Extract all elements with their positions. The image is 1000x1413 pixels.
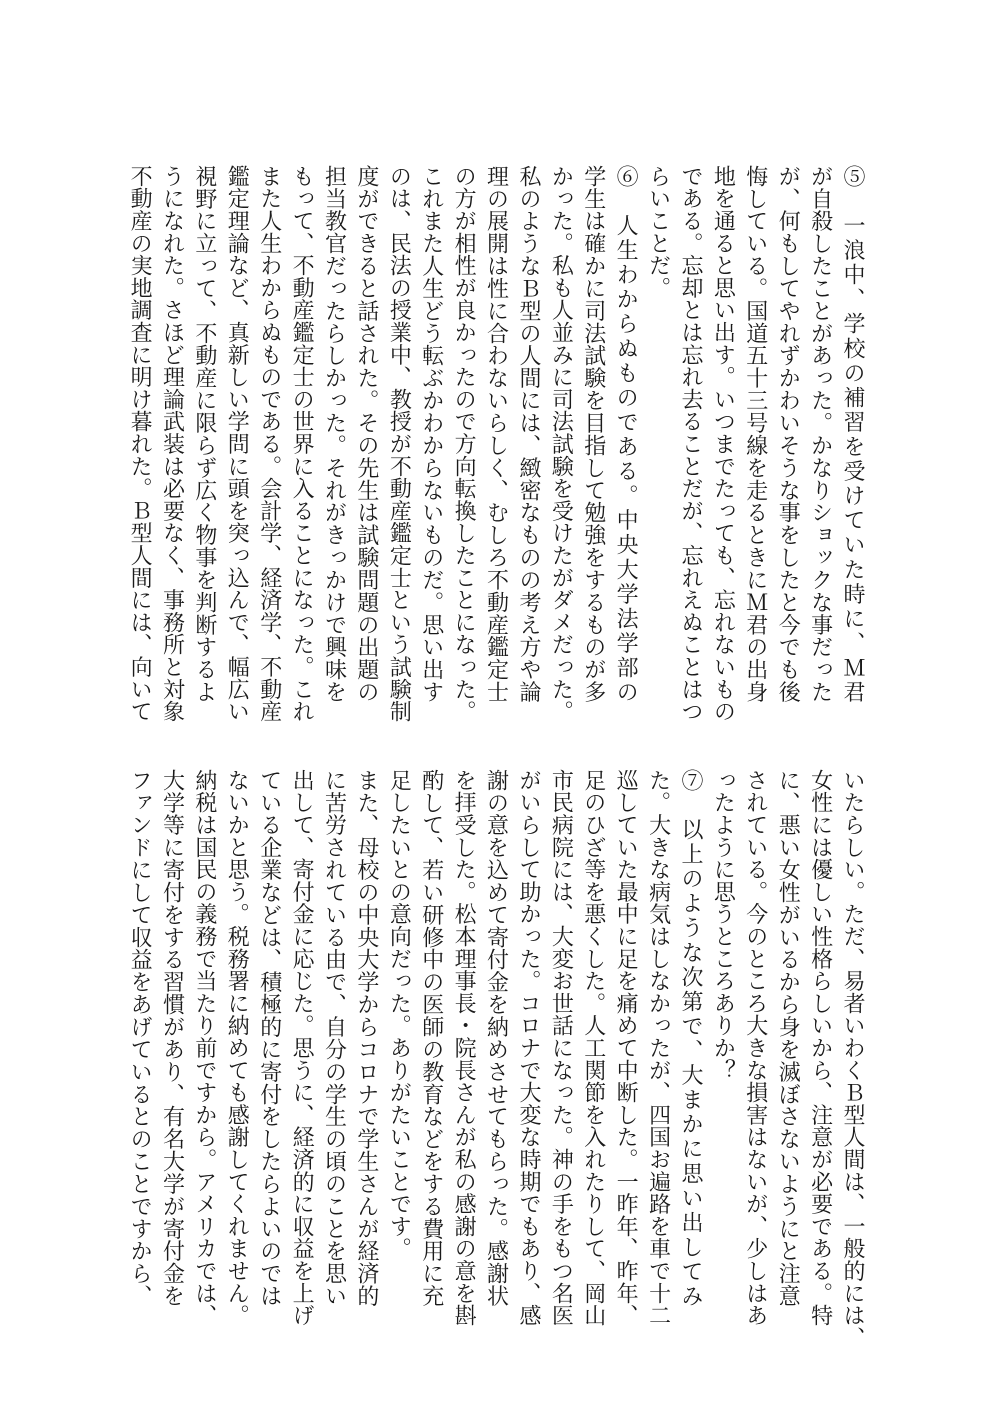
- text-column: されている。今のところ大きな損害はないが、少しはあ: [742, 769, 768, 1327]
- text-column: た。大きな病気はしなかったが、四国お遍路を車で十二: [645, 769, 671, 1327]
- text-column: これまた人生どう転ぶかわからないものだ。思い出す: [418, 165, 444, 703]
- vertical-text-block-top: [127, 165, 868, 723]
- text-column: を拝受した。松本理事長・院長さんが私の感謝の意を斟: [451, 769, 477, 1327]
- text-column: がいらして助かった。コロナで大変な時期でもあり、感: [515, 769, 541, 1327]
- text-column: 鑑定理論など、真新しい学問に頭を突っ込んで、幅広い: [224, 165, 250, 723]
- text-column: のは、民法の授業中、教授が不動産鑑定士という試験制: [386, 165, 412, 723]
- text-column: もって、不動産鑑定士の世界に入ることになった。これ: [289, 165, 315, 723]
- text-column: ⑥ 人生わからぬものである。中央大学法学部の: [613, 165, 639, 703]
- text-column: 悔している。国道五十三号線を走るときにＭ君の出身: [742, 165, 768, 703]
- text-column: 出して、寄付金に応じた。思うに、経済的に収益を上げ: [289, 769, 315, 1327]
- text-column: ファンドにして収益をあげているとのことですから、: [127, 769, 153, 1307]
- text-column: 女性には優しい性格らしいから、注意が必要である。特: [807, 769, 833, 1327]
- text-column: 理の展開は性に合わないらしく、むしろ不動産鑑定士: [483, 165, 509, 703]
- text-column: らいことだ。: [645, 165, 671, 299]
- text-column: 大学等に寄付をする習慣があり、有名大学が寄付金を: [159, 769, 185, 1307]
- text-column: 謝の意を込めて寄付金を納めさせてもらった。感謝状: [483, 769, 509, 1307]
- text-column: の方が相性が良かったので方向転換したことになった。: [451, 165, 477, 723]
- text-column: 納税は国民の義務で当たり前ですから。アメリカでは、: [191, 769, 217, 1327]
- text-column: 担当教官だったらしかった。それがきっかけで興味を: [321, 165, 347, 703]
- text-column: 視野に立って、不動産に限らず広く物事を判断するよ: [191, 165, 217, 703]
- text-column: ったように思うところありか？: [710, 769, 736, 1082]
- text-column: に苦労されている由で、自分の学生の頃のことを思い: [321, 769, 347, 1307]
- text-column: ⑤ 一浪中、学校の補習を受けていた時に、Ｍ君: [840, 165, 865, 703]
- text-column: 不動産の実地調査に明け暮れた。Ｂ型人間には、向いて: [127, 165, 153, 723]
- text-column: ている企業などは、積極的に寄付をしたらよいのでは: [256, 769, 282, 1307]
- text-column: いたらしい。ただ、易者いわくＢ型人間は、一般的には、: [840, 769, 865, 1349]
- text-column: 足のひざ等を悪くした。人工関節を入れたりして、岡山: [580, 769, 606, 1327]
- text-column: に、悪い女性がいるから身を滅ぼさないようにと注意: [775, 769, 801, 1307]
- text-column: 足したいとの意向だった。ありがたいことです。: [386, 769, 412, 1260]
- text-column: ⑦ 以上のような次第で、大まかに思い出してみ: [677, 769, 703, 1307]
- vertical-text-block-bottom: [127, 769, 868, 1349]
- text-column: 私のようなＢ型の人間には、緻密なものの考え方や論: [515, 165, 541, 703]
- text-column: うになれた。さほど理論武装は必要なく、事務所と対象: [159, 165, 185, 723]
- text-column: ないかと思う。税務署に納めても感謝してくれません。: [224, 769, 250, 1327]
- text-column: 学生は確かに司法試験を目指して勉強をするものが多: [580, 165, 606, 703]
- text-column: また、母校の中央大学からコロナで学生さんが経済的: [353, 769, 379, 1307]
- text-column: が、何もしてやれずかわいそうな事をしたと今でも後: [775, 165, 801, 703]
- text-column: 度ができると話された。その先生は試験問題の出題の: [353, 165, 379, 703]
- text-column: 地を通ると思い出す。いつまでたっても、忘れないもの: [710, 165, 736, 723]
- text-column: かった。私も人並みに司法試験を受けたがダメだった。: [548, 165, 574, 723]
- text-column: また人生わからぬものである。会計学、経済学、不動産: [256, 165, 282, 723]
- text-column: 酌して、若い研修中の医師の教育などをする費用に充: [418, 769, 444, 1307]
- text-column: 市民病院には、大変お世話になった。神の手をもつ名医: [548, 769, 574, 1327]
- text-column: 巡していた最中に足を痛めて中断した。一昨年、昨年、: [613, 769, 639, 1327]
- text-column: である。忘却とは忘れ去ることだが、忘れえぬことはつ: [677, 165, 703, 723]
- text-column: が自殺したことがあった。かなりショックな事だった: [807, 165, 833, 703]
